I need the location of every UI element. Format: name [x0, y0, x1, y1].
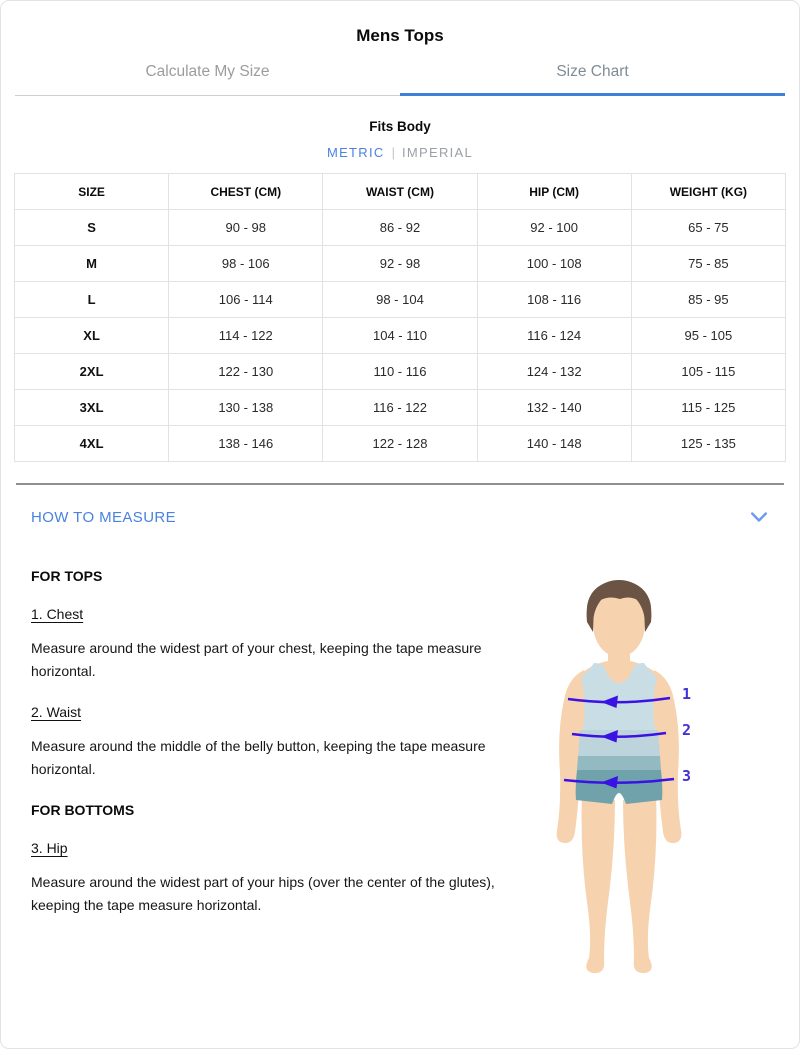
- range-cell: 98 - 104: [323, 282, 477, 318]
- range-cell: 65 - 75: [631, 210, 785, 246]
- size-cell: 3XL: [15, 390, 169, 426]
- range-cell: 95 - 105: [631, 318, 785, 354]
- how-to-measure-label: HOW TO MEASURE: [31, 509, 177, 526]
- column-header: WEIGHT (KG): [631, 174, 785, 210]
- table-row: [15, 282, 786, 318]
- range-cell: 122 - 130: [169, 354, 323, 390]
- chevron-down-icon[interactable]: [750, 511, 768, 524]
- range-cell: 106 - 114: [169, 282, 323, 318]
- range-cell: 90 - 98: [169, 210, 323, 246]
- range-cell: 105 - 115: [631, 354, 785, 390]
- measure-number-2: 2: [682, 721, 692, 739]
- instructions-text-column: [31, 558, 523, 916]
- range-cell: 116 - 122: [323, 390, 477, 426]
- table-row: [15, 246, 786, 282]
- hip-label: 3. Hip: [31, 840, 68, 856]
- table-row: [15, 318, 786, 354]
- tab-size-chart[interactable]: Size Chart: [400, 63, 785, 96]
- range-cell: 130 - 138: [169, 390, 323, 426]
- size-cell: M: [15, 246, 169, 282]
- range-cell: 100 - 108: [477, 246, 631, 282]
- unit-toggle: [1, 145, 799, 160]
- tab-bar: [15, 63, 785, 96]
- column-header: SIZE: [15, 174, 169, 210]
- size-cell: XL: [15, 318, 169, 354]
- male-figure-diagram: [524, 572, 774, 992]
- range-cell: 75 - 85: [631, 246, 785, 282]
- fits-body-label: Fits Body: [369, 119, 431, 134]
- size-cell: 4XL: [15, 426, 169, 462]
- size-cell: S: [15, 210, 169, 246]
- page-title: Mens Tops: [356, 26, 444, 45]
- table-row: [15, 210, 786, 246]
- for-bottoms-heading: FOR BOTTOMS: [31, 802, 135, 818]
- size-cell: 2XL: [15, 354, 169, 390]
- chest-instruction: Measure around the widest part of your chest, keeping the tape measure horizontal.: [31, 640, 482, 679]
- table-row: [15, 390, 786, 426]
- measure-number-3: 3: [682, 767, 692, 785]
- range-cell: 138 - 146: [169, 426, 323, 462]
- table-row: [15, 354, 786, 390]
- range-cell: 124 - 132: [477, 354, 631, 390]
- range-cell: 86 - 92: [323, 210, 477, 246]
- range-cell: 140 - 148: [477, 426, 631, 462]
- for-tops-heading: FOR TOPS: [31, 568, 103, 584]
- how-to-measure-accordion[interactable]: [31, 509, 768, 526]
- metric-option[interactable]: METRIC: [326, 145, 385, 160]
- range-cell: 98 - 106: [169, 246, 323, 282]
- range-cell: 125 - 135: [631, 426, 785, 462]
- chest-label: 1. Chest: [31, 606, 84, 622]
- range-cell: 92 - 98: [323, 246, 477, 282]
- range-cell: 92 - 100: [477, 210, 631, 246]
- tab-calculate-my-size[interactable]: Calculate My Size: [15, 63, 400, 96]
- range-cell: 114 - 122: [169, 318, 323, 354]
- hip-instruction: Measure around the widest part of your hips (over the center of the glutes), keeping the tape measure horizontal.: [31, 874, 495, 913]
- range-cell: 108 - 116: [477, 282, 631, 318]
- waist-label: 2. Waist: [31, 704, 82, 720]
- range-cell: 110 - 116: [323, 354, 477, 390]
- table-row: [15, 426, 786, 462]
- body-measurement-illustration: [524, 558, 774, 992]
- imperial-option[interactable]: IMPERIAL: [401, 145, 474, 160]
- range-cell: 85 - 95: [631, 282, 785, 318]
- range-cell: 115 - 125: [631, 390, 785, 426]
- range-cell: 132 - 140: [477, 390, 631, 426]
- size-chart-table: [14, 173, 786, 462]
- range-cell: 122 - 128: [323, 426, 477, 462]
- measure-number-1: 1: [682, 685, 692, 703]
- waist-instruction: Measure around the middle of the belly button, keeping the tape measure horizontal.: [31, 738, 486, 777]
- section-divider: [16, 483, 784, 485]
- column-header: HIP (CM): [477, 174, 631, 210]
- range-cell: 116 - 124: [477, 318, 631, 354]
- range-cell: 104 - 110: [323, 318, 477, 354]
- column-header: CHEST (CM): [169, 174, 323, 210]
- size-cell: L: [15, 282, 169, 318]
- measure-instructions-section: [31, 558, 774, 992]
- column-header: WAIST (CM): [323, 174, 477, 210]
- unit-separator: |: [391, 145, 395, 160]
